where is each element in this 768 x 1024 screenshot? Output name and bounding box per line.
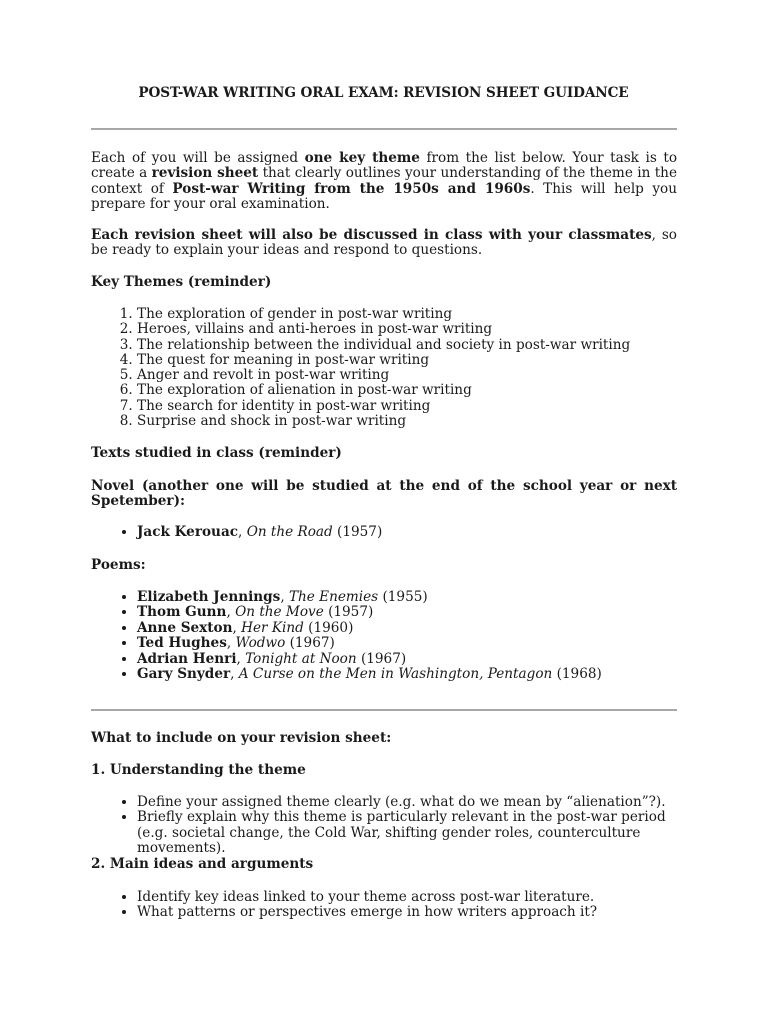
work-title: On the Road <box>246 524 333 540</box>
list-item: 7. The search for identity in post-war writing <box>137 399 677 414</box>
author-name: Gary Snyder <box>137 666 231 683</box>
poems-heading: Poems: <box>91 557 146 573</box>
list-item: • Anne Sexton, Her Kind (1960) <box>137 621 677 636</box>
include-heading: What to include on your revision sheet: <box>91 730 392 746</box>
intro-text-4: . This will help you prepare for your oral examination. <box>91 180 677 213</box>
list-item: 4. The quest for meaning in post-war writing <box>137 353 677 368</box>
section2-list <box>91 890 677 921</box>
novel-heading: Novel (another one will be studied at the end of the school year or next Spetember): <box>91 478 677 510</box>
poems-list <box>91 590 677 682</box>
page-title: POST-WAR WRITING ORAL EXAM: REVISION SHEET GUIDANCE <box>138 85 629 101</box>
work-title: A Curse on the Men in Washington, Pentagon <box>238 666 553 683</box>
divider-top <box>91 128 677 130</box>
list-item: 8. Surprise and shock in post-war writing <box>137 414 677 429</box>
list-item: • Adrian Henri, Tonight at Noon (1967) <box>137 652 677 667</box>
section1-heading: 1. Understanding the theme <box>91 762 306 778</box>
section1-list <box>91 795 677 857</box>
author-name: Thom Gunn <box>137 604 227 621</box>
texts-heading: Texts studied in class (reminder) <box>91 445 342 461</box>
author-name: Jack Kerouac <box>137 524 239 540</box>
section2-heading: 2. Main ideas and arguments <box>91 856 314 872</box>
author-name: Adrian Henri <box>137 650 237 667</box>
work-title: Her Kind <box>241 619 304 636</box>
list-item: • Jack Kerouac, On the Road (1957) <box>137 525 677 540</box>
work-year: (1967) <box>360 650 407 667</box>
intro-text-3: that clearly outlines your understanding of the theme in the context of <box>91 165 677 197</box>
intro-text-2: from the list below. Your task is to create a <box>91 150 677 182</box>
work-year: (1960) <box>308 619 354 636</box>
list-item: • Briefly explain why this theme is particularly relevant in the post-war period (e.g. societal change, the Cold War, shifting gender roles, counterculture movements). <box>137 810 677 856</box>
author-name: Elizabeth Jennings <box>137 589 281 605</box>
list-item: 5. Anger and revolt in post-war writing <box>137 368 677 383</box>
intro-text-1: Each of you will be assigned <box>91 150 305 166</box>
divider-middle <box>91 709 677 711</box>
work-title: Tonight at Noon <box>245 650 357 667</box>
novel-list <box>91 525 677 540</box>
list-item: • Elizabeth Jennings, The Enemies (1955) <box>137 590 677 605</box>
author-name: Ted Hughes <box>137 635 227 652</box>
work-title: The Enemies <box>288 589 379 605</box>
themes-list <box>91 307 677 429</box>
list-item: • Define your assigned theme clearly (e.g. what do we mean by “alienation”?). <box>137 795 677 810</box>
author-name: Anne Sexton <box>137 619 233 636</box>
work-year: (1957) <box>328 604 374 621</box>
intro-paragraph <box>91 151 677 213</box>
work-title: Wodwo <box>235 635 286 652</box>
list-item: 2. Heroes, villains and anti-heroes in post-war writing <box>137 322 677 337</box>
work-title: On the Move <box>235 604 324 621</box>
intro-bold-2: revision sheet <box>151 165 259 182</box>
list-item: 6. The exploration of alienation in post-war writing <box>137 383 677 398</box>
list-item: • Identify key ideas linked to your theme across post-war literature. <box>137 890 677 905</box>
work-year: (1967) <box>289 635 335 652</box>
work-year: (1957) <box>337 524 383 540</box>
list-item: • Ted Hughes, Wodwo (1967) <box>137 636 677 651</box>
themes-heading: Key Themes (reminder) <box>91 274 272 290</box>
list-item: • Thom Gunn, On the Move (1957) <box>137 605 677 620</box>
discussion-bold: Each revision sheet will also be discussed in class with your classmates <box>91 227 652 243</box>
intro-bold-3: Post-war Writing from the 1950s and 1960s <box>172 180 531 197</box>
list-item: 3. The relationship between the individual and society in post-war writing <box>137 338 677 353</box>
work-year: (1968) <box>556 666 602 683</box>
list-item: • What patterns or perspectives emerge in how writers approach it? <box>137 905 677 920</box>
intro-bold-1: one key theme <box>304 150 420 166</box>
list-item: • Gary Snyder, A Curse on the Men in Washington, Pentagon (1968) <box>137 667 677 682</box>
discussion-paragraph <box>91 228 677 259</box>
list-item: 1. The exploration of gender in post-war writing <box>137 307 677 322</box>
work-year: (1955) <box>382 589 428 605</box>
discussion-text: , so be ready to explain your ideas and respond to questions. <box>91 227 677 259</box>
